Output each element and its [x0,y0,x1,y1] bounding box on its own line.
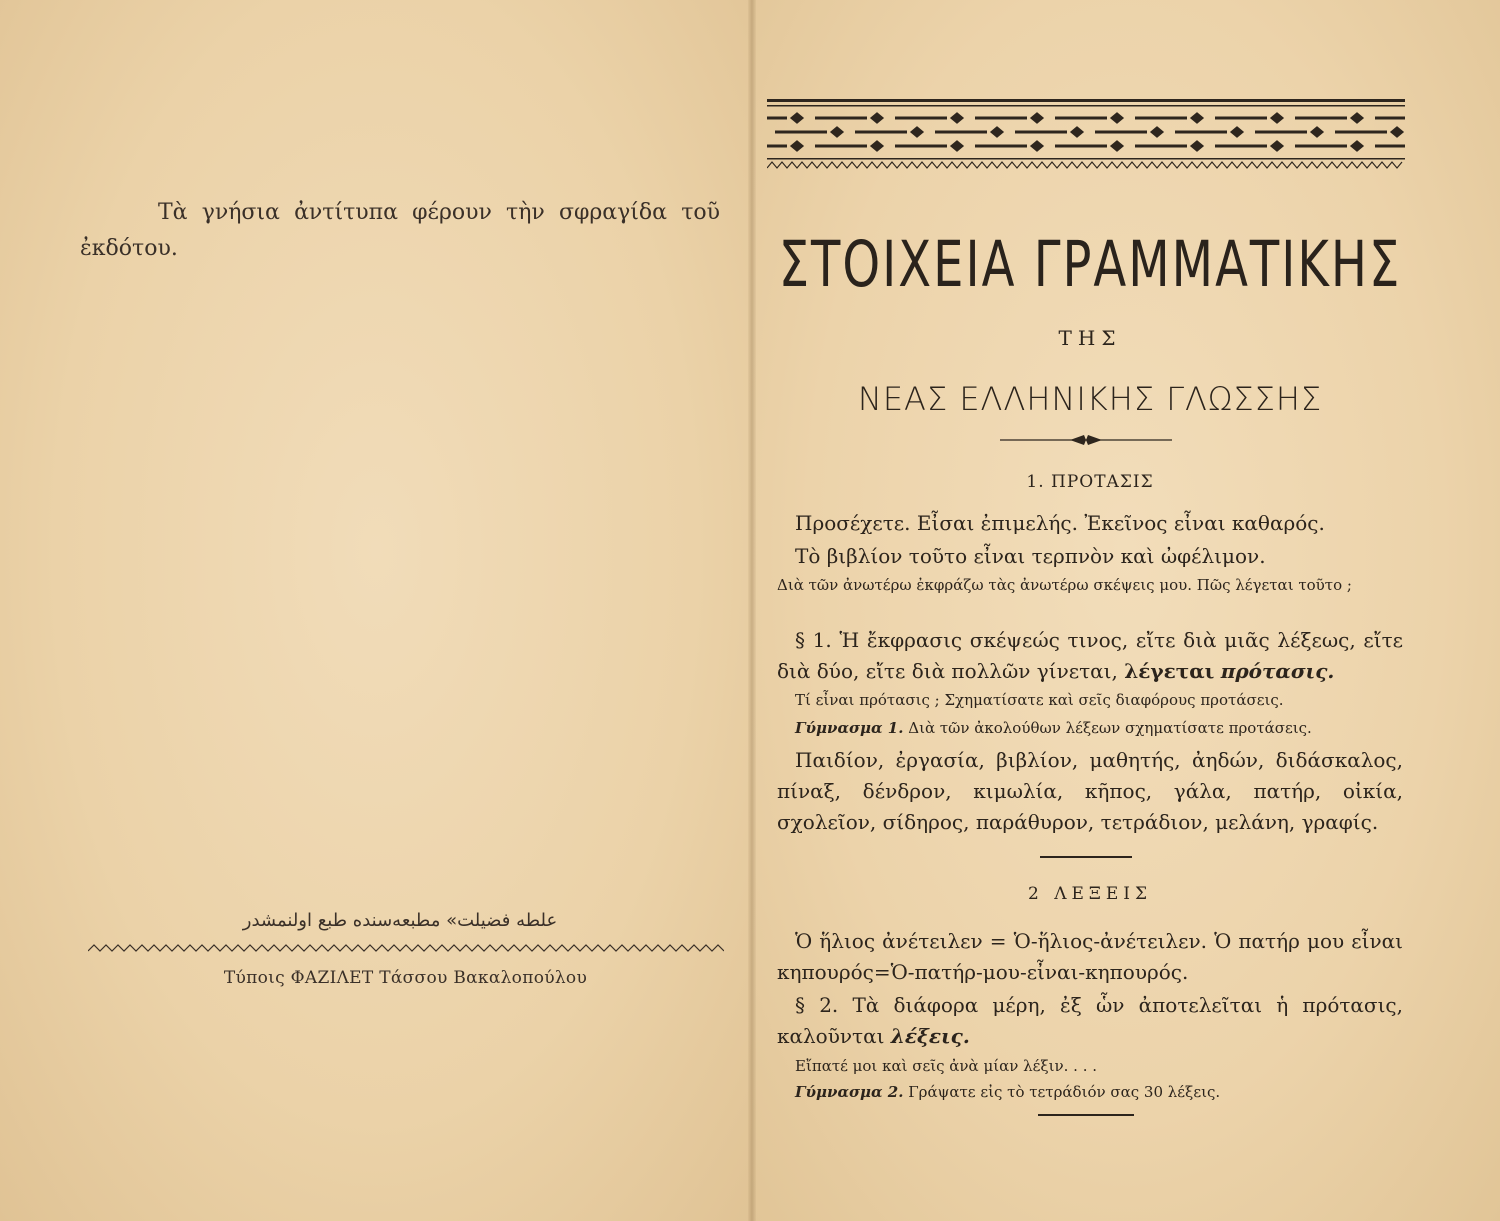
decorative-header-ornament [767,96,1405,172]
notice-text: Τὰ γνήσια ἀντίτυπα φέρουν τὴν σφραγίδα τοῦ ἐκδότου. [80,200,720,261]
book-gutter [748,0,756,1221]
ottoman-stamp-text: علطه فضيلت» مطبعه‌سنده طبع اولنمشدر [242,910,558,931]
section-2-prompt: Εἴπατέ μοι καὶ σεῖς ἀνὰ μίαν λέξιν. . . . [795,1057,1098,1075]
section-2-heading: 2 ΛΕΞΕΙΣ [1027,884,1152,904]
rule-2-term: λέξεις. [890,1024,970,1048]
section-1-example-2: Τὸ βιβλίον τοῦτο εἶναι τερπνὸν καὶ ὠφέλιμον. [795,544,1266,568]
printer-imprint: Τύποις ΦΑΖΙΛΕΤ Τάσσου Βακαλοπούλου [223,968,588,988]
section-divider-1 [1040,856,1132,858]
exercise-1-word-list: Παιδίον, ἐργασία, βιβλίον, μαθητής, ἀηδών, διδάσκαλος, πίναξ, δένδρον, κιμωλία, κῆπος, γάλα, πατήρ, οἰκία, σχολεῖον, σίδηρος, παράθυρον, τετράδιον, μελάνη, γραφίς. [777,748,1403,834]
section-1-heading: 1. ΠΡΟΤΑΣΙΣ [1026,472,1154,492]
rule-2-text: § 2. Τὰ διάφορα μέρη, ἐξ ὧν ἀποτελεῖται ἡ πρότασις, καλοῦνται [777,993,1403,1048]
section-1-example-1: Προσέχετε. Εἶσαι ἐπιμελής. Ἐκεῖνος εἶναι καθαρός. [795,511,1325,535]
section-2-rule [777,990,1403,1052]
section-1-question-2: Τί εἶναι πρότασις ; Σχηματίσατε καὶ σεῖς διαφόρους προτάσεις. [795,691,1284,709]
title-article: ΤΗΣ [1058,326,1122,350]
rule-1-label: λέγεται [1124,659,1215,683]
exercise-1-label: Γύμνασμα 1. [795,719,904,737]
exercise-1 [777,716,1403,741]
rule-1-term: πρότασις. [1220,659,1335,683]
rule-1-text: § 1. Ἡ ἔκφρασις σκέψεώς τινος, εἴτε διὰ μιᾶς λέξεως, εἴτε διὰ δύο, εἴτε διὰ πολλῶν γίνεται, [777,628,1403,683]
section-divider-2 [1038,1114,1134,1116]
book-title: ΣΤΟΙΧΕΙΑ ΓΡΑΜΜΑΤΙΚΗΣ [778,228,1402,302]
authenticity-notice [80,195,720,267]
wavy-rule [88,942,724,954]
fleuron-divider [1000,432,1172,448]
book-subtitle: ΝΕΑΣ ΕΛΛΗΝΙΚΗΣ ΓΛΩΣΣΗΣ [857,380,1323,418]
exercise-1-text: Διὰ τῶν ἀκολούθων λέξεων σχηματίσατε προτάσεις. [908,719,1312,737]
exercise-2-text: Γράψατε εἰς τὸ τετράδιόν σας 30 λέξεις. [908,1083,1221,1101]
exercise-2 [777,1080,1403,1105]
exercise-2-label: Γύμνασμα 2. [795,1083,904,1101]
section-1-question: Διὰ τῶν ἀνωτέρω ἐκφράζω τὰς ἀνωτέρω σκέψεις μου. Πῶς λέγεται τοῦτο ; [777,576,1352,594]
section-2-example: Ὁ ἥλιος ἀνέτειλεν = Ὁ-ἥλιος-ἀνέτειλεν. Ὁ πατήρ μου εἶναι κηπουρός=Ὁ-πατήρ-μου-εἶναι-κηπουρός. [777,929,1403,984]
section-1-rule [777,625,1403,687]
